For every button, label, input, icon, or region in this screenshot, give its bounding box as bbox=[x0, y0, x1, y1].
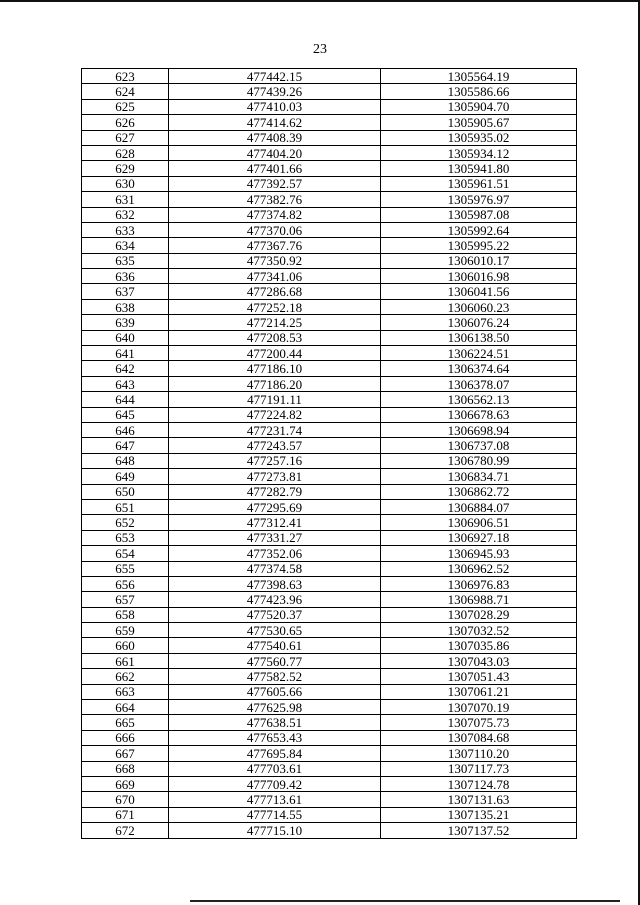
point-number-cell: 672 bbox=[82, 823, 169, 838]
table-row bbox=[82, 315, 577, 330]
x-coordinate-cell: 477352.06 bbox=[169, 546, 381, 561]
table-row bbox=[82, 407, 577, 422]
point-number-cell: 632 bbox=[82, 207, 169, 222]
y-coordinate-cell: 1307043.03 bbox=[381, 653, 577, 668]
point-number-cell: 634 bbox=[82, 238, 169, 253]
y-coordinate-cell: 1307075.73 bbox=[381, 715, 577, 730]
x-coordinate-cell: 477208.53 bbox=[169, 330, 381, 345]
x-coordinate-cell: 477231.74 bbox=[169, 422, 381, 437]
point-number-cell: 628 bbox=[82, 145, 169, 160]
y-coordinate-cell: 1306016.98 bbox=[381, 269, 577, 284]
point-number-cell: 668 bbox=[82, 761, 169, 776]
y-coordinate-cell: 1305987.08 bbox=[381, 207, 577, 222]
y-coordinate-cell: 1307061.21 bbox=[381, 684, 577, 699]
table-row bbox=[82, 130, 577, 145]
y-coordinate-cell: 1306138.50 bbox=[381, 330, 577, 345]
x-coordinate-cell: 477350.92 bbox=[169, 253, 381, 268]
point-number-cell: 666 bbox=[82, 730, 169, 745]
x-coordinate-cell: 477625.98 bbox=[169, 700, 381, 715]
x-coordinate-cell: 477295.69 bbox=[169, 499, 381, 514]
x-coordinate-cell: 477653.43 bbox=[169, 730, 381, 745]
y-coordinate-cell: 1307051.43 bbox=[381, 669, 577, 684]
point-number-cell: 669 bbox=[82, 776, 169, 791]
y-coordinate-cell: 1306737.08 bbox=[381, 438, 577, 453]
x-coordinate-cell: 477414.62 bbox=[169, 115, 381, 130]
x-coordinate-cell: 477224.82 bbox=[169, 407, 381, 422]
table-row bbox=[82, 238, 577, 253]
x-coordinate-cell: 477186.20 bbox=[169, 376, 381, 391]
point-number-cell: 659 bbox=[82, 623, 169, 638]
x-coordinate-cell: 477186.10 bbox=[169, 361, 381, 376]
table-row bbox=[82, 546, 577, 561]
point-number-cell: 643 bbox=[82, 376, 169, 391]
x-coordinate-cell: 477540.61 bbox=[169, 638, 381, 653]
point-number-cell: 656 bbox=[82, 576, 169, 591]
y-coordinate-cell: 1306041.56 bbox=[381, 284, 577, 299]
table-row bbox=[82, 638, 577, 653]
coordinates-table-body bbox=[82, 69, 577, 839]
x-coordinate-cell: 477374.58 bbox=[169, 561, 381, 576]
y-coordinate-cell: 1306906.51 bbox=[381, 515, 577, 530]
point-number-cell: 642 bbox=[82, 361, 169, 376]
point-number-cell: 648 bbox=[82, 453, 169, 468]
y-coordinate-cell: 1307135.21 bbox=[381, 807, 577, 822]
point-number-cell: 641 bbox=[82, 346, 169, 361]
table-row bbox=[82, 607, 577, 622]
x-coordinate-cell: 477530.65 bbox=[169, 623, 381, 638]
x-coordinate-cell: 477713.61 bbox=[169, 792, 381, 807]
table-row bbox=[82, 576, 577, 591]
y-coordinate-cell: 1305976.97 bbox=[381, 192, 577, 207]
x-coordinate-cell: 477408.39 bbox=[169, 130, 381, 145]
y-coordinate-cell: 1306976.83 bbox=[381, 576, 577, 591]
table-row bbox=[82, 422, 577, 437]
table-row bbox=[82, 284, 577, 299]
point-number-cell: 658 bbox=[82, 607, 169, 622]
table-row bbox=[82, 499, 577, 514]
point-number-cell: 636 bbox=[82, 269, 169, 284]
point-number-cell: 631 bbox=[82, 192, 169, 207]
point-number-cell: 650 bbox=[82, 484, 169, 499]
y-coordinate-cell: 1307110.20 bbox=[381, 746, 577, 761]
x-coordinate-cell: 477200.44 bbox=[169, 346, 381, 361]
table-row bbox=[82, 730, 577, 745]
x-coordinate-cell: 477560.77 bbox=[169, 653, 381, 668]
table-row bbox=[82, 469, 577, 484]
scan-border-top bbox=[0, 0, 640, 2]
table-row bbox=[82, 561, 577, 576]
point-number-cell: 623 bbox=[82, 69, 169, 84]
point-number-cell: 657 bbox=[82, 592, 169, 607]
y-coordinate-cell: 1305992.64 bbox=[381, 222, 577, 237]
table-row bbox=[82, 145, 577, 160]
table-row bbox=[82, 592, 577, 607]
point-number-cell: 671 bbox=[82, 807, 169, 822]
table-row bbox=[82, 669, 577, 684]
table-row bbox=[82, 115, 577, 130]
y-coordinate-cell: 1306678.63 bbox=[381, 407, 577, 422]
table-row bbox=[82, 684, 577, 699]
point-number-cell: 629 bbox=[82, 161, 169, 176]
point-number-cell: 640 bbox=[82, 330, 169, 345]
y-coordinate-cell: 1306927.18 bbox=[381, 530, 577, 545]
point-number-cell: 638 bbox=[82, 299, 169, 314]
x-coordinate-cell: 477367.76 bbox=[169, 238, 381, 253]
table-row bbox=[82, 299, 577, 314]
table-row bbox=[82, 192, 577, 207]
x-coordinate-cell: 477382.76 bbox=[169, 192, 381, 207]
x-coordinate-cell: 477214.25 bbox=[169, 315, 381, 330]
table-row bbox=[82, 792, 577, 807]
table-row bbox=[82, 515, 577, 530]
point-number-cell: 663 bbox=[82, 684, 169, 699]
y-coordinate-cell: 1307137.52 bbox=[381, 823, 577, 838]
x-coordinate-cell: 477605.66 bbox=[169, 684, 381, 699]
table-row bbox=[82, 453, 577, 468]
point-number-cell: 637 bbox=[82, 284, 169, 299]
point-number-cell: 654 bbox=[82, 546, 169, 561]
point-number-cell: 665 bbox=[82, 715, 169, 730]
y-coordinate-cell: 1305905.67 bbox=[381, 115, 577, 130]
table-row bbox=[82, 376, 577, 391]
table-row bbox=[82, 99, 577, 114]
point-number-cell: 645 bbox=[82, 407, 169, 422]
x-coordinate-cell: 477392.57 bbox=[169, 176, 381, 191]
x-coordinate-cell: 477331.27 bbox=[169, 530, 381, 545]
table-row bbox=[82, 807, 577, 822]
point-number-cell: 626 bbox=[82, 115, 169, 130]
x-coordinate-cell: 477404.20 bbox=[169, 145, 381, 160]
y-coordinate-cell: 1306988.71 bbox=[381, 592, 577, 607]
y-coordinate-cell: 1306698.94 bbox=[381, 422, 577, 437]
x-coordinate-cell: 477257.16 bbox=[169, 453, 381, 468]
table-row bbox=[82, 623, 577, 638]
table-row bbox=[82, 530, 577, 545]
x-coordinate-cell: 477582.52 bbox=[169, 669, 381, 684]
table-row bbox=[82, 207, 577, 222]
point-number-cell: 630 bbox=[82, 176, 169, 191]
x-coordinate-cell: 477374.82 bbox=[169, 207, 381, 222]
x-coordinate-cell: 477703.61 bbox=[169, 761, 381, 776]
coordinates-table bbox=[81, 68, 577, 839]
point-number-cell: 624 bbox=[82, 84, 169, 99]
y-coordinate-cell: 1305941.80 bbox=[381, 161, 577, 176]
table-row bbox=[82, 69, 577, 84]
table-row bbox=[82, 653, 577, 668]
point-number-cell: 633 bbox=[82, 222, 169, 237]
point-number-cell: 653 bbox=[82, 530, 169, 545]
point-number-cell: 646 bbox=[82, 422, 169, 437]
table-row bbox=[82, 346, 577, 361]
point-number-cell: 635 bbox=[82, 253, 169, 268]
x-coordinate-cell: 477398.63 bbox=[169, 576, 381, 591]
table-row bbox=[82, 823, 577, 838]
point-number-cell: 627 bbox=[82, 130, 169, 145]
y-coordinate-cell: 1307131.63 bbox=[381, 792, 577, 807]
y-coordinate-cell: 1305935.02 bbox=[381, 130, 577, 145]
point-number-cell: 661 bbox=[82, 653, 169, 668]
x-coordinate-cell: 477715.10 bbox=[169, 823, 381, 838]
y-coordinate-cell: 1307124.78 bbox=[381, 776, 577, 791]
y-coordinate-cell: 1306378.07 bbox=[381, 376, 577, 391]
point-number-cell: 651 bbox=[82, 499, 169, 514]
x-coordinate-cell: 477714.55 bbox=[169, 807, 381, 822]
y-coordinate-cell: 1306862.72 bbox=[381, 484, 577, 499]
table-row bbox=[82, 392, 577, 407]
y-coordinate-cell: 1306076.24 bbox=[381, 315, 577, 330]
x-coordinate-cell: 477442.15 bbox=[169, 69, 381, 84]
x-coordinate-cell: 477282.79 bbox=[169, 484, 381, 499]
y-coordinate-cell: 1307070.19 bbox=[381, 700, 577, 715]
point-number-cell: 667 bbox=[82, 746, 169, 761]
table-row bbox=[82, 484, 577, 499]
point-number-cell: 652 bbox=[82, 515, 169, 530]
table-row bbox=[82, 700, 577, 715]
point-number-cell: 639 bbox=[82, 315, 169, 330]
y-coordinate-cell: 1307117.73 bbox=[381, 761, 577, 776]
x-coordinate-cell: 477423.96 bbox=[169, 592, 381, 607]
x-coordinate-cell: 477695.84 bbox=[169, 746, 381, 761]
table-row bbox=[82, 222, 577, 237]
x-coordinate-cell: 477439.26 bbox=[169, 84, 381, 99]
y-coordinate-cell: 1306962.52 bbox=[381, 561, 577, 576]
table-row bbox=[82, 776, 577, 791]
y-coordinate-cell: 1305934.12 bbox=[381, 145, 577, 160]
y-coordinate-cell: 1307084.68 bbox=[381, 730, 577, 745]
table-row bbox=[82, 161, 577, 176]
y-coordinate-cell: 1306834.71 bbox=[381, 469, 577, 484]
y-coordinate-cell: 1305961.51 bbox=[381, 176, 577, 191]
point-number-cell: 644 bbox=[82, 392, 169, 407]
x-coordinate-cell: 477312.41 bbox=[169, 515, 381, 530]
point-number-cell: 647 bbox=[82, 438, 169, 453]
x-coordinate-cell: 477243.57 bbox=[169, 438, 381, 453]
x-coordinate-cell: 477191.11 bbox=[169, 392, 381, 407]
x-coordinate-cell: 477370.06 bbox=[169, 222, 381, 237]
x-coordinate-cell: 477638.51 bbox=[169, 715, 381, 730]
y-coordinate-cell: 1305995.22 bbox=[381, 238, 577, 253]
table-row bbox=[82, 176, 577, 191]
x-coordinate-cell: 477709.42 bbox=[169, 776, 381, 791]
x-coordinate-cell: 477286.68 bbox=[169, 284, 381, 299]
y-coordinate-cell: 1305564.19 bbox=[381, 69, 577, 84]
point-number-cell: 664 bbox=[82, 700, 169, 715]
point-number-cell: 655 bbox=[82, 561, 169, 576]
table-row bbox=[82, 746, 577, 761]
table-row bbox=[82, 330, 577, 345]
y-coordinate-cell: 1306374.64 bbox=[381, 361, 577, 376]
y-coordinate-cell: 1306224.51 bbox=[381, 346, 577, 361]
y-coordinate-cell: 1306562.13 bbox=[381, 392, 577, 407]
y-coordinate-cell: 1305586.66 bbox=[381, 84, 577, 99]
y-coordinate-cell: 1306060.23 bbox=[381, 299, 577, 314]
x-coordinate-cell: 477401.66 bbox=[169, 161, 381, 176]
y-coordinate-cell: 1307035.86 bbox=[381, 638, 577, 653]
table-row bbox=[82, 361, 577, 376]
y-coordinate-cell: 1306945.93 bbox=[381, 546, 577, 561]
y-coordinate-cell: 1306010.17 bbox=[381, 253, 577, 268]
table-row bbox=[82, 84, 577, 99]
x-coordinate-cell: 477252.18 bbox=[169, 299, 381, 314]
y-coordinate-cell: 1307028.29 bbox=[381, 607, 577, 622]
table-row bbox=[82, 253, 577, 268]
scan-border-bottom bbox=[190, 900, 620, 902]
y-coordinate-cell: 1307032.52 bbox=[381, 623, 577, 638]
x-coordinate-cell: 477341.06 bbox=[169, 269, 381, 284]
table-row bbox=[82, 715, 577, 730]
x-coordinate-cell: 477410.03 bbox=[169, 99, 381, 114]
table-row bbox=[82, 269, 577, 284]
point-number-cell: 662 bbox=[82, 669, 169, 684]
y-coordinate-cell: 1305904.70 bbox=[381, 99, 577, 114]
x-coordinate-cell: 477520.37 bbox=[169, 607, 381, 622]
x-coordinate-cell: 477273.81 bbox=[169, 469, 381, 484]
point-number-cell: 670 bbox=[82, 792, 169, 807]
y-coordinate-cell: 1306884.07 bbox=[381, 499, 577, 514]
table-row bbox=[82, 761, 577, 776]
point-number-cell: 625 bbox=[82, 99, 169, 114]
point-number-cell: 649 bbox=[82, 469, 169, 484]
page-number: 23 bbox=[313, 42, 327, 57]
table-row bbox=[82, 438, 577, 453]
point-number-cell: 660 bbox=[82, 638, 169, 653]
y-coordinate-cell: 1306780.99 bbox=[381, 453, 577, 468]
